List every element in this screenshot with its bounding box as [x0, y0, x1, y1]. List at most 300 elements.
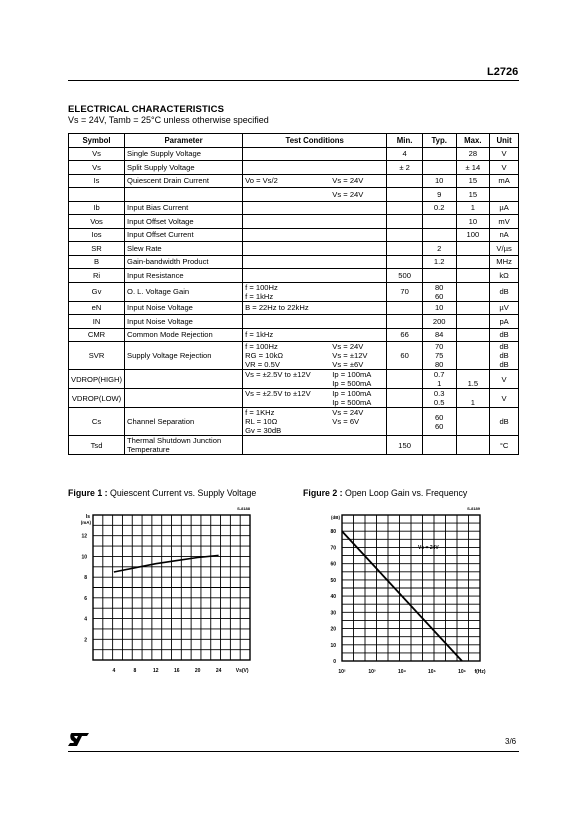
footer-rule — [68, 751, 519, 752]
cell-line — [425, 441, 454, 450]
cell-line: 70 — [400, 287, 409, 296]
cell-line — [389, 417, 420, 426]
cell-line: B = 22Hz to 22kHz — [245, 303, 309, 313]
table-row — [69, 242, 519, 256]
parameter-cell — [125, 436, 243, 455]
cell-line: 60 — [400, 351, 409, 360]
table-body — [69, 147, 519, 455]
cell-line: 15 — [468, 176, 478, 186]
conditions-wrap — [245, 342, 384, 369]
symbol-cell — [69, 436, 125, 455]
cell-line — [71, 190, 122, 199]
unit-cell — [490, 389, 519, 408]
conditions-wrap — [245, 370, 384, 388]
max-cell — [456, 282, 490, 301]
x-axis-label: f(Hz) — [474, 669, 486, 675]
cell-line: Ib — [93, 203, 100, 213]
cell-line: 80 — [434, 282, 444, 292]
test-conditions-cell — [243, 228, 387, 242]
condition-left — [245, 370, 311, 388]
condition-left — [245, 176, 278, 185]
cell-line: IN — [92, 316, 101, 326]
unit-cell — [490, 370, 519, 389]
cell-line: VDROP(HIGH) — [71, 374, 123, 384]
typ-cell — [422, 436, 456, 455]
cell-line: V — [501, 149, 507, 159]
cell-line — [245, 230, 384, 239]
cell-line: Cs — [91, 417, 102, 426]
test-conditions-cell — [243, 242, 387, 256]
cell-line: SVR — [88, 351, 105, 360]
cell-line: Vs = 24V — [332, 176, 364, 186]
cell-line: Vs = ±6V — [332, 360, 364, 369]
table-row — [69, 315, 519, 329]
x-axis-label: Vs(V) — [235, 668, 249, 674]
cell-line: 100 — [466, 230, 480, 240]
cell-line: 80 — [434, 360, 444, 369]
cell-line: f = 1kHz — [245, 330, 274, 340]
cell-line: 1.5 — [467, 379, 479, 388]
cell-line — [389, 375, 420, 384]
cell-line: 0.5 — [433, 398, 445, 407]
cell-line — [127, 190, 240, 199]
cell-line: 10 — [468, 216, 478, 226]
parameter-cell — [125, 188, 243, 202]
cell-line — [245, 317, 384, 326]
parameter-cell — [125, 328, 243, 342]
cell-line: Vs — [92, 149, 101, 159]
min-cell — [387, 147, 423, 161]
y-axis-unit: (mA) — [80, 520, 91, 525]
cell-line: 75 — [434, 351, 444, 360]
cell-line — [459, 417, 488, 426]
cell-line: dB — [499, 342, 509, 351]
cell-line: dB — [499, 287, 509, 296]
cell-line: V — [501, 162, 507, 172]
y-tick-label: 40 — [330, 594, 336, 601]
test-conditions-cell — [243, 436, 387, 455]
parameter-cell — [125, 215, 243, 229]
y-tick-label: 6 — [84, 595, 87, 602]
cell-line: ± 2 — [399, 162, 410, 172]
cell-line: 0.7 — [433, 370, 445, 379]
figure1-label: Figure 1 : — [68, 488, 108, 498]
cell-line: RL = 10Ω — [245, 417, 278, 426]
x-tick-label: 12 — [153, 668, 159, 674]
max-cell — [456, 242, 490, 256]
cell-line: 4 — [402, 149, 407, 159]
cell-line — [389, 303, 420, 312]
cell-line: Input Offset Current — [127, 230, 194, 240]
conditions-wrap — [245, 408, 384, 435]
max-cell — [456, 174, 490, 188]
cell-line: Common Mode Rejection — [127, 330, 213, 340]
max-cell — [456, 408, 490, 436]
parameter-cell — [125, 301, 243, 315]
cell-line — [389, 394, 420, 403]
cell-line: Input Bias Current — [127, 203, 189, 213]
cell-line — [425, 230, 454, 239]
cell-line — [389, 244, 420, 253]
parameter-cell — [125, 342, 243, 370]
cell-line — [389, 203, 420, 212]
unit-cell — [490, 242, 519, 256]
parameter-cell — [125, 370, 243, 389]
unit-cell — [490, 188, 519, 202]
min-cell — [387, 228, 423, 242]
min-cell — [387, 408, 423, 436]
parameter-cell — [125, 255, 243, 269]
cell-line: Vs = ±2.5V to ±12V — [245, 389, 311, 398]
cell-line — [389, 257, 420, 266]
cell-line — [389, 317, 420, 326]
cell-line — [245, 203, 384, 212]
cell-line: 150 — [398, 440, 411, 450]
typ-cell — [422, 328, 456, 342]
cell-line: ± 14 — [465, 162, 481, 172]
cell-line: Tsd — [90, 440, 103, 450]
symbol-cell — [69, 201, 125, 215]
unit-cell — [490, 228, 519, 242]
test-conditions-cell — [243, 408, 387, 436]
unit-cell — [490, 408, 519, 436]
typ-cell — [422, 342, 456, 370]
figure1-caption — [68, 488, 256, 498]
y-tick-label: 80 — [330, 529, 336, 536]
cell-line: dB — [499, 417, 509, 426]
y-axis-label: Is — [85, 514, 90, 520]
table-row — [69, 188, 519, 202]
min-cell — [387, 188, 423, 202]
condition-right — [332, 342, 384, 369]
cell-line: Channel Separation — [127, 417, 195, 426]
cell-line — [245, 441, 384, 450]
min-cell — [387, 215, 423, 229]
min-cell — [387, 174, 423, 188]
test-conditions-cell — [243, 301, 387, 315]
parameter-cell — [125, 201, 243, 215]
min-cell — [387, 315, 423, 329]
cell-line: Ri — [92, 270, 101, 280]
cell-line: 60 — [434, 412, 444, 422]
x-tick-label: 10⁶ — [458, 669, 466, 675]
cell-line: 2 — [437, 243, 442, 253]
cell-line: mV — [498, 216, 510, 226]
y-tick-label: 0 — [333, 659, 336, 665]
parameter-cell — [125, 174, 243, 188]
test-conditions-cell — [243, 255, 387, 269]
test-conditions-cell — [243, 370, 387, 389]
cell-line: Vs — [92, 162, 101, 172]
cell-line — [245, 149, 384, 158]
cell-line: V — [501, 374, 507, 384]
symbol-cell — [69, 301, 125, 315]
min-cell — [387, 201, 423, 215]
parameter-cell — [125, 389, 243, 408]
table-row — [69, 228, 519, 242]
condition-left — [245, 389, 311, 407]
symbol-cell — [69, 161, 125, 175]
max-cell — [456, 436, 490, 455]
min-cell — [387, 342, 423, 370]
symbol-cell — [69, 342, 125, 370]
typ-cell — [422, 188, 456, 202]
max-cell — [456, 188, 490, 202]
y-tick-label: 10 — [81, 554, 87, 561]
cell-line — [127, 394, 240, 403]
parameter-cell — [125, 408, 243, 436]
symbol-cell — [69, 255, 125, 269]
cell-line: Quiescent Drain Current — [127, 176, 209, 186]
max-cell — [456, 147, 490, 161]
open-loop-gain-chart — [300, 500, 500, 680]
cell-line: 70 — [434, 342, 444, 351]
min-cell — [387, 328, 423, 342]
cell-line: Is — [93, 176, 100, 186]
parameter-cell — [125, 161, 243, 175]
min-cell — [387, 370, 423, 389]
cell-line: B — [93, 257, 100, 267]
cell-line — [127, 375, 240, 384]
cell-line: dB — [499, 351, 509, 360]
typ-cell — [422, 215, 456, 229]
min-cell — [387, 301, 423, 315]
min-cell — [387, 242, 423, 256]
unit-cell — [490, 215, 519, 229]
cell-line: f = 100Hz — [245, 342, 278, 351]
typ-cell — [422, 242, 456, 256]
y-tick-label: 2 — [84, 637, 87, 644]
cell-line: kΩ — [499, 270, 509, 280]
cell-line: 500 — [398, 270, 411, 280]
typ-cell — [422, 201, 456, 215]
test-conditions-cell — [243, 161, 387, 175]
electrical-characteristics-table — [68, 133, 519, 455]
parameter-cell — [125, 242, 243, 256]
min-cell — [387, 282, 423, 301]
unit-cell — [490, 147, 519, 161]
header-rule — [68, 80, 519, 81]
symbol-cell — [69, 174, 125, 188]
cell-line: Vs = 24V — [332, 342, 364, 351]
cell-line: Vs = ±2.5V to ±12V — [245, 370, 311, 379]
typ-cell — [422, 147, 456, 161]
cell-line — [459, 317, 488, 326]
column-header: Unit — [490, 134, 519, 148]
max-cell — [456, 315, 490, 329]
cell-line: Split Supply Voltage — [127, 162, 195, 172]
cell-line: MHz — [496, 257, 512, 267]
cell-line: Input Noise Voltage — [127, 316, 193, 326]
x-tick-label: 10³ — [368, 669, 376, 675]
test-conditions-cell — [243, 215, 387, 229]
conditions-wrap — [245, 190, 384, 199]
cell-line — [425, 149, 454, 158]
x-tick-label: 20 — [194, 668, 201, 674]
cell-line: Input Offset Voltage — [127, 216, 194, 226]
cell-line: Input Noise Voltage — [127, 303, 193, 313]
cell-line: Vs = 24V — [332, 189, 364, 199]
cell-line — [425, 163, 454, 172]
test-conditions-cell — [243, 201, 387, 215]
cell-line: 1 — [437, 379, 442, 388]
symbol-cell — [69, 228, 125, 242]
symbol-cell — [69, 269, 125, 283]
y-tick-label: 60 — [330, 561, 336, 568]
cell-line: pA — [499, 316, 509, 326]
symbol-cell — [69, 328, 125, 342]
figure2-label: Figure 2 : — [303, 488, 343, 498]
cell-line — [459, 370, 488, 379]
max-cell — [456, 301, 490, 315]
cell-line: V — [501, 393, 507, 403]
cell-line: f = 100Hz — [245, 282, 278, 292]
section-conditions: Vs = 24V, Tamb = 25°C unless otherwise specified — [68, 115, 269, 125]
typ-cell — [422, 174, 456, 188]
cell-line — [245, 244, 384, 253]
cell-line — [389, 190, 420, 199]
test-conditions-cell — [243, 269, 387, 283]
figure2-title: Open Loop Gain vs. Frequency — [345, 488, 468, 498]
cell-line — [492, 190, 516, 199]
table-row — [69, 328, 519, 342]
symbol-cell — [69, 282, 125, 301]
condition-right — [332, 176, 384, 185]
max-cell — [456, 228, 490, 242]
min-cell — [387, 161, 423, 175]
page-number: 3/6 — [505, 737, 517, 746]
min-cell — [387, 255, 423, 269]
cell-line: 10 — [434, 303, 444, 313]
cell-line: Ios — [91, 230, 102, 240]
cell-line — [459, 271, 488, 280]
max-cell — [456, 342, 490, 370]
cell-line: Thermal Shutdown Junction Temperature — [127, 436, 222, 454]
table-row — [69, 201, 519, 215]
x-tick-label: 16 — [173, 668, 180, 674]
cell-line: VDROP(LOW) — [71, 393, 122, 403]
table-row — [69, 436, 519, 455]
unit-cell — [490, 328, 519, 342]
column-header: Test Conditions — [243, 134, 387, 148]
cell-line — [245, 217, 384, 226]
cell-line — [459, 389, 488, 398]
cell-line: 28 — [468, 149, 478, 159]
symbol-cell — [69, 215, 125, 229]
cell-line: Ip = 500mA — [332, 398, 372, 407]
typ-cell — [422, 389, 456, 408]
unit-cell — [490, 436, 519, 455]
test-conditions-cell — [243, 328, 387, 342]
min-cell — [387, 269, 423, 283]
y-tick-label: 12 — [81, 533, 87, 540]
test-conditions-cell — [243, 342, 387, 370]
condition-left — [245, 190, 247, 199]
column-header: Parameter — [125, 134, 243, 148]
y-tick-label: 4 — [84, 616, 87, 623]
max-cell — [456, 389, 490, 408]
cell-line: 84 — [434, 330, 444, 340]
cell-line: dB — [499, 330, 509, 340]
cell-line: µV — [499, 303, 509, 313]
cell-line — [245, 190, 247, 199]
conditions-wrap — [245, 389, 384, 407]
symbol-cell — [69, 315, 125, 329]
figure1-title: Quiescent Current vs. Supply Voltage — [110, 488, 257, 498]
cell-line — [425, 271, 454, 280]
typ-cell — [422, 370, 456, 389]
figure-code: S-8188 — [237, 506, 250, 511]
cell-line — [459, 257, 488, 266]
table-header-row — [69, 134, 519, 148]
section-title: ELECTRICAL CHARACTERISTICS — [68, 104, 225, 115]
unit-cell — [490, 174, 519, 188]
typ-cell — [422, 255, 456, 269]
cell-line: 9 — [437, 189, 442, 199]
table-row — [69, 370, 519, 389]
cell-line: Ip = 100mA — [332, 389, 372, 398]
max-cell — [456, 201, 490, 215]
min-cell — [387, 436, 423, 455]
cell-line — [459, 330, 488, 339]
figure2-caption — [303, 488, 467, 498]
condition-right — [332, 408, 384, 435]
typ-cell — [422, 301, 456, 315]
table-row — [69, 301, 519, 315]
max-cell — [456, 269, 490, 283]
column-header: Typ. — [422, 134, 456, 148]
test-conditions-cell — [243, 282, 387, 301]
unit-cell — [490, 282, 519, 301]
cell-line — [245, 257, 384, 266]
cell-line: Input Resistance — [127, 270, 184, 280]
column-header: Max. — [456, 134, 490, 148]
symbol-cell — [69, 370, 125, 389]
test-conditions-cell — [243, 188, 387, 202]
cell-line: Slew Rate — [127, 243, 162, 253]
cell-line: 66 — [400, 330, 409, 340]
cell-line — [245, 163, 384, 172]
cell-line: VR = 0.5V — [245, 360, 280, 369]
max-cell — [456, 328, 490, 342]
condition-right — [332, 190, 384, 199]
table-row — [69, 161, 519, 175]
cell-line — [389, 176, 420, 185]
cell-line: Vs = 24V — [332, 408, 364, 417]
parameter-cell — [125, 315, 243, 329]
cell-line: Supply Voltage Rejection — [127, 351, 212, 360]
y-tick-label: 20 — [330, 626, 336, 633]
y-tick-label: 30 — [330, 610, 336, 617]
condition-right — [332, 389, 384, 407]
typ-cell — [422, 228, 456, 242]
x-tick-label: 10⁴ — [397, 669, 407, 675]
cell-line: nA — [499, 230, 509, 240]
column-header: Symbol — [69, 134, 125, 148]
cell-line: O. L. Voltage Gain — [127, 287, 190, 296]
symbol-cell — [69, 242, 125, 256]
cell-line — [389, 217, 420, 226]
y-tick-label: 50 — [330, 577, 336, 584]
cell-line: 0.2 — [433, 203, 445, 213]
unit-cell — [490, 201, 519, 215]
cell-line: Vo = Vs/2 — [245, 176, 278, 186]
cell-line: 15 — [468, 189, 478, 199]
y-axis-label: (dB) — [331, 515, 340, 520]
parameter-cell — [125, 147, 243, 161]
cell-line: 10 — [434, 176, 444, 186]
figure-code: S-8189 — [467, 506, 480, 511]
